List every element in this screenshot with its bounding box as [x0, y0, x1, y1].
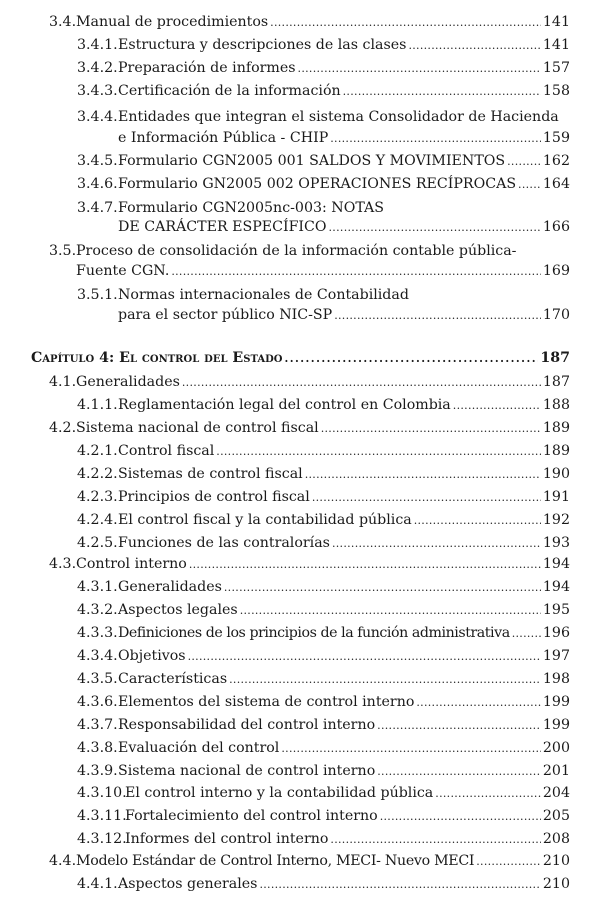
dot-leader	[332, 532, 541, 555]
toc-entry[interactable]	[49, 417, 570, 440]
toc-entry[interactable]	[77, 173, 570, 196]
dot-leader	[182, 371, 541, 394]
entry-title: Formulario CGN2005 001 SALDOS Y MOVIMIENTOS	[118, 153, 506, 169]
entry-title: Responsabilidad del control interno	[118, 717, 376, 733]
entry-title-line1: Entidades que integran el sistema Consolidador de Hacienda	[118, 109, 559, 125]
toc-entry[interactable]	[77, 805, 570, 828]
dot-leader	[312, 486, 541, 509]
dot-leader	[334, 304, 541, 327]
toc-entry[interactable]	[118, 304, 570, 327]
dot-leader	[518, 173, 541, 196]
toc-entry[interactable]	[77, 509, 570, 532]
toc-entry[interactable]	[77, 57, 570, 80]
entry-number: 4.2.1.	[77, 443, 118, 459]
entry-title: Sistema nacional de control fiscal	[76, 420, 319, 436]
page-number: 164	[542, 176, 570, 192]
toc-entry[interactable]	[76, 260, 570, 283]
entry-number: 4.3.4.	[77, 648, 118, 664]
entry-title: Certificación de la información	[118, 83, 341, 99]
entry-number: 4.4.1.	[77, 876, 118, 892]
dot-leader	[414, 509, 541, 532]
entry-title: DE CARÁCTER ESPECÍFICO	[118, 219, 327, 235]
toc-entry[interactable]	[77, 150, 570, 173]
entry-number: 3.4.3.	[77, 83, 118, 99]
entry-title: Características	[118, 671, 228, 687]
entry-number: 4.3.10.	[77, 785, 127, 801]
page-number: 210	[542, 876, 570, 892]
entry-number: 4.3.1.	[77, 579, 118, 595]
toc-entry[interactable]	[49, 553, 570, 576]
entry-title: Formulario GN2005 002 OPERACIONES RECÍPROCAS	[118, 176, 517, 192]
page-number: 189	[542, 420, 570, 436]
page-number: 166	[542, 219, 570, 235]
dot-leader	[329, 216, 541, 239]
dot-leader	[330, 127, 541, 150]
entry-number: 4.3.3.	[77, 625, 118, 641]
entry-title: El control interno y la contabilidad pública	[125, 785, 434, 801]
entry-title: Preparación de informes	[118, 60, 296, 76]
entry-title: Generalidades	[118, 579, 222, 595]
page-number: 195	[542, 602, 570, 618]
dot-leader	[171, 260, 541, 283]
page-number: 141	[542, 37, 570, 53]
dot-leader	[189, 553, 541, 576]
dot-leader	[281, 737, 541, 760]
entry-number: 4.3.2.	[77, 602, 118, 618]
entry-number: 4.2.	[49, 420, 77, 436]
page-number: 210	[542, 853, 570, 869]
dot-leader	[270, 11, 541, 34]
page-number: 199	[542, 694, 570, 710]
chapter-heading[interactable]	[31, 347, 570, 370]
page-number: 192	[542, 512, 570, 528]
toc-entry[interactable]	[118, 127, 570, 150]
entry-number: 3.5.	[49, 243, 77, 259]
entry-number: 3.4.	[49, 14, 77, 30]
toc-entry[interactable]	[77, 760, 570, 783]
page-number: 169	[542, 263, 570, 279]
entry-title: Principios de control fiscal	[118, 489, 310, 505]
page-number: 188	[542, 397, 570, 413]
dot-leader	[416, 691, 541, 714]
page-number: 193	[542, 535, 570, 551]
entry-title: para el sector público NIC-SP	[118, 307, 333, 323]
entry-title: Objetivos	[118, 648, 186, 664]
entry-number: 4.3.9.	[77, 763, 118, 779]
page-number: 205	[542, 808, 570, 824]
entry-number: 3.4.7.	[77, 200, 118, 216]
entry-title: Sistema nacional de control interno	[118, 763, 376, 779]
page-number: 170	[542, 307, 570, 323]
entry-number: 3.4.2.	[77, 60, 118, 76]
entry-number: 3.4.1.	[77, 37, 118, 53]
entry-number: 4.3.7.	[77, 717, 118, 733]
toc-entry[interactable]	[77, 691, 570, 714]
toc-entry[interactable]	[77, 828, 570, 851]
entry-title: Control interno	[76, 556, 187, 572]
dot-leader	[188, 645, 541, 668]
page-number: 200	[542, 740, 570, 756]
dot-leader	[408, 34, 540, 57]
entry-title-line1: Proceso de consolidación de la información contable pública-	[76, 243, 517, 259]
page-number: 189	[542, 443, 570, 459]
dot-leader	[216, 440, 541, 463]
toc-entry[interactable]	[77, 714, 570, 737]
entry-number: 4.2.4.	[77, 512, 118, 528]
entry-title-line1: Formulario CGN2005nc-003: NOTAS	[118, 200, 385, 216]
dot-leader	[305, 463, 541, 486]
entry-title: Fortalecimiento del control interno	[125, 808, 378, 824]
toc-entry[interactable]	[77, 782, 570, 805]
page-number: 208	[542, 831, 570, 847]
entry-title: Informes del control interno	[125, 831, 329, 847]
page-number: 187	[542, 374, 570, 390]
entry-title: Estructura y descripciones de las clases	[118, 37, 407, 53]
toc-entry[interactable]	[77, 532, 570, 555]
toc-entry[interactable]	[77, 463, 570, 486]
entry-number: 3.4.4.	[77, 109, 118, 125]
entry-number: 4.2.2.	[77, 466, 118, 482]
page-number: 201	[542, 763, 570, 779]
entry-title: Control fiscal	[118, 443, 215, 459]
entry-number: 4.2.3.	[77, 489, 118, 505]
entry-number: 3.5.1.	[77, 287, 118, 303]
page-number: 196	[542, 625, 570, 641]
entry-number: 3.4.5.	[77, 153, 118, 169]
page-number: 194	[542, 579, 570, 595]
entry-title: Evaluación del control	[118, 740, 280, 756]
toc-entry[interactable]	[77, 576, 570, 599]
page-number: 141	[542, 14, 570, 30]
toc-entry[interactable]	[77, 873, 570, 896]
entry-number: 4.3.11.	[77, 808, 127, 824]
entry-title: Reglamentación legal del control en Colombia	[118, 397, 451, 413]
dot-leader	[240, 599, 541, 622]
page-number: 162	[542, 153, 570, 169]
entry-title: Aspectos generales	[118, 876, 258, 892]
dot-leader	[507, 150, 541, 173]
toc-entry[interactable]	[77, 599, 570, 622]
entry-title: Modelo Estándar de Control Interno, MECI- Nuevo MECI	[76, 853, 475, 869]
toc-entry[interactable]	[118, 216, 570, 239]
toc-entry[interactable]	[77, 622, 570, 645]
entry-number: 4.3.	[49, 556, 77, 572]
entry-title: Manual de procedimientos	[76, 14, 269, 30]
dot-leader	[377, 760, 541, 783]
entry-title: Sistemas de control fiscal	[118, 466, 303, 482]
page-number: 157	[542, 60, 570, 76]
toc-entry-first-line	[77, 284, 409, 306]
toc-entry[interactable]	[77, 645, 570, 668]
entry-number: 4.3.12.	[77, 831, 127, 847]
page-number: 199	[542, 717, 570, 733]
entry-number: 4.4.	[49, 853, 77, 869]
dot-leader	[453, 394, 541, 417]
entry-title: Definiciones de los principios de la función administrativa	[118, 625, 510, 641]
toc-entry-first-line	[49, 240, 516, 262]
chapter-title: Capítulo 4: El control del Estado	[31, 350, 283, 366]
dot-leader	[512, 622, 541, 645]
entry-title: Aspectos legales	[118, 602, 238, 618]
page-number: 198	[542, 671, 570, 687]
entry-title: Generalidades	[76, 374, 180, 390]
page-number: 191	[542, 489, 570, 505]
dot-leader	[343, 80, 541, 103]
dot-leader	[380, 805, 541, 828]
page-number: 204	[542, 785, 570, 801]
toc-entry[interactable]	[77, 80, 570, 103]
entry-number: 3.4.6.	[77, 176, 118, 192]
page-number: 187	[540, 350, 570, 366]
page-number: 190	[542, 466, 570, 482]
entry-number: 4.1.	[49, 374, 77, 390]
entry-title: Fuente CGN.	[76, 263, 170, 279]
toc-entry[interactable]	[77, 668, 570, 691]
toc-entry[interactable]	[49, 371, 570, 394]
dot-leader	[321, 417, 541, 440]
entry-number: 4.3.5.	[77, 671, 118, 687]
dot-leader	[259, 873, 540, 896]
dot-leader	[435, 782, 541, 805]
page-number: 194	[542, 556, 570, 572]
toc-entry[interactable]	[77, 737, 570, 760]
toc-entry[interactable]	[49, 850, 570, 873]
dot-leader	[285, 347, 539, 370]
toc-entry[interactable]	[77, 34, 570, 57]
entry-number: 4.1.1.	[77, 397, 118, 413]
dot-leader	[229, 668, 541, 691]
toc-entry[interactable]	[77, 440, 570, 463]
entry-number: 4.3.6.	[77, 694, 118, 710]
dot-leader	[224, 576, 541, 599]
entry-title: Funciones de las contralorías	[118, 535, 330, 551]
entry-number: 4.3.8.	[77, 740, 118, 756]
entry-title-line1: Normas internacionales de Contabilidad	[118, 287, 409, 303]
toc-entry[interactable]	[49, 11, 570, 34]
page-number: 197	[542, 648, 570, 664]
entry-title: e Información Pública - CHIP	[118, 130, 329, 146]
toc-entry[interactable]	[77, 394, 570, 417]
toc-entry[interactable]	[77, 486, 570, 509]
entry-title: Elementos del sistema de control interno	[118, 694, 415, 710]
page-number: 158	[542, 83, 570, 99]
dot-leader	[476, 850, 541, 873]
dot-leader	[377, 714, 541, 737]
dot-leader	[298, 57, 541, 80]
entry-title: El control fiscal y la contabilidad pública	[118, 512, 412, 528]
entry-number: 4.2.5.	[77, 535, 118, 551]
toc-entry-first-line	[77, 106, 559, 128]
dot-leader	[330, 828, 540, 851]
page-number: 159	[542, 130, 570, 146]
